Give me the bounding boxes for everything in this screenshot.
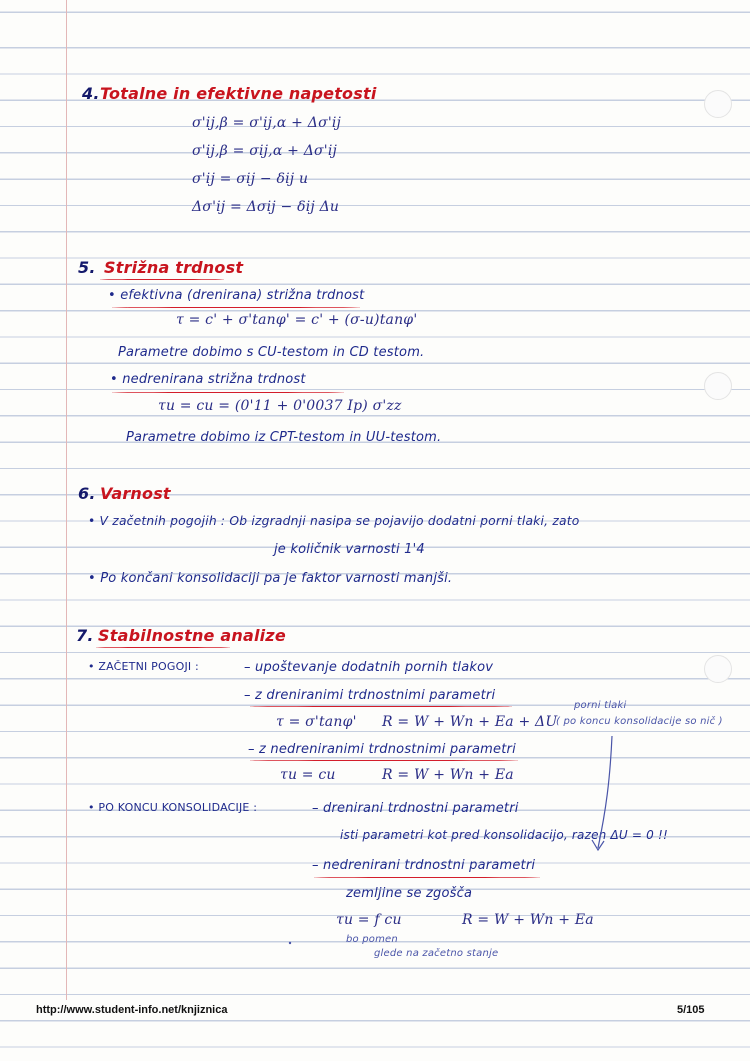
section-5-text1: Parametre dobimo s CU-testom in CD testom.	[118, 345, 425, 360]
final-item-1-note: isti parametri kot pred konsolidacijo, razen ΔU = 0 !!	[340, 828, 669, 842]
final-conditions-label: • PO KONCU KONSOLIDACIJE :	[88, 801, 258, 814]
section-6-number: 6.	[78, 484, 96, 503]
final-eq-c-left: τu = f cu	[336, 912, 402, 928]
side-note: ( po koncu konsolidacije so nič )	[556, 716, 723, 727]
section-6-line3: • Po končani konsolidaciji pa je faktor varnosti manjši.	[88, 571, 453, 586]
section-4-number: 4.	[82, 84, 100, 103]
section-6-line2: je količnik varnosti 1'4	[274, 542, 425, 557]
section-5-eq2: τu = cu = (0'11 + 0'0037 Ip) σ'zz	[158, 398, 402, 414]
section-5-eq1: τ = c' + σ'tanφ' = c' + (σ-u)tanφ'	[176, 312, 418, 328]
initial-item-2: – z dreniranimi trdnostnimi parametri	[244, 688, 496, 703]
section-7-number: 7.	[76, 626, 94, 645]
initial-eq-a-left: τ = σ'tanφ'	[276, 714, 357, 730]
section-5-bullet2: • nedrenirana strižna trdnost	[110, 372, 306, 387]
initial-eq-b-right: R = W + Wn + Ea	[382, 767, 514, 783]
section-4-eq1: σ'ij,β = σ'ij,α + Δσ'ij	[192, 115, 342, 131]
section-5-number: 5.	[78, 258, 96, 277]
final-item-2: – nedrenirani trdnostni parametri	[312, 858, 536, 873]
section-6-line1: • V začetnih pogojih : Ob izgradnji nasipa se pojavijo dodatni porni tlaki, zato	[88, 514, 580, 528]
initial-eq-b-left: τu = cu	[280, 767, 336, 783]
section-4-eq3: σ'ij = σij − δij u	[192, 171, 309, 187]
side-note-top: porni tlaki	[574, 700, 627, 711]
initial-conditions-label: • ZAČETNI POGOJI :	[88, 660, 199, 673]
section-5-text2: Parametre dobimo iz CPT-testom in UU-testom.	[126, 430, 442, 445]
section-5-title: Strižna trdnost	[104, 258, 244, 277]
section-4-eq4: Δσ'ij = Δσij − δij Δu	[192, 199, 340, 215]
final-item-2-note: zemljine se zgošča	[346, 886, 473, 901]
final-item-1: – drenirani trdnostni parametri	[312, 801, 519, 816]
section-6-title: Varnost	[100, 484, 171, 503]
initial-eq-a-right: R = W + Wn + Ea + ΔU	[382, 714, 558, 730]
initial-item-3: – z nedreniranimi trdnostnimi parametri	[248, 742, 516, 757]
final-eq-c-right: R = W + Wn + Ea	[462, 912, 594, 928]
final-note-1: bo pomen	[346, 934, 398, 945]
section-7-title: Stabilnostne analize	[98, 626, 286, 645]
section-4-title: Totalne in efektivne napetosti	[100, 84, 377, 103]
final-note-2: glede na začetno stanje	[374, 948, 499, 959]
initial-item-1: – upoštevanje dodatnih pornih tlakov	[244, 660, 494, 675]
section-4-eq2: σ'ij,β = σij,α + Δσ'ij	[192, 143, 338, 159]
section-5-bullet1: • efektivna (drenirana) strižna trdnost	[108, 288, 365, 303]
footer-url[interactable]: http://www.student-info.net/knjiznica	[36, 1004, 228, 1016]
footer-page-number: 5/105	[677, 1004, 705, 1016]
